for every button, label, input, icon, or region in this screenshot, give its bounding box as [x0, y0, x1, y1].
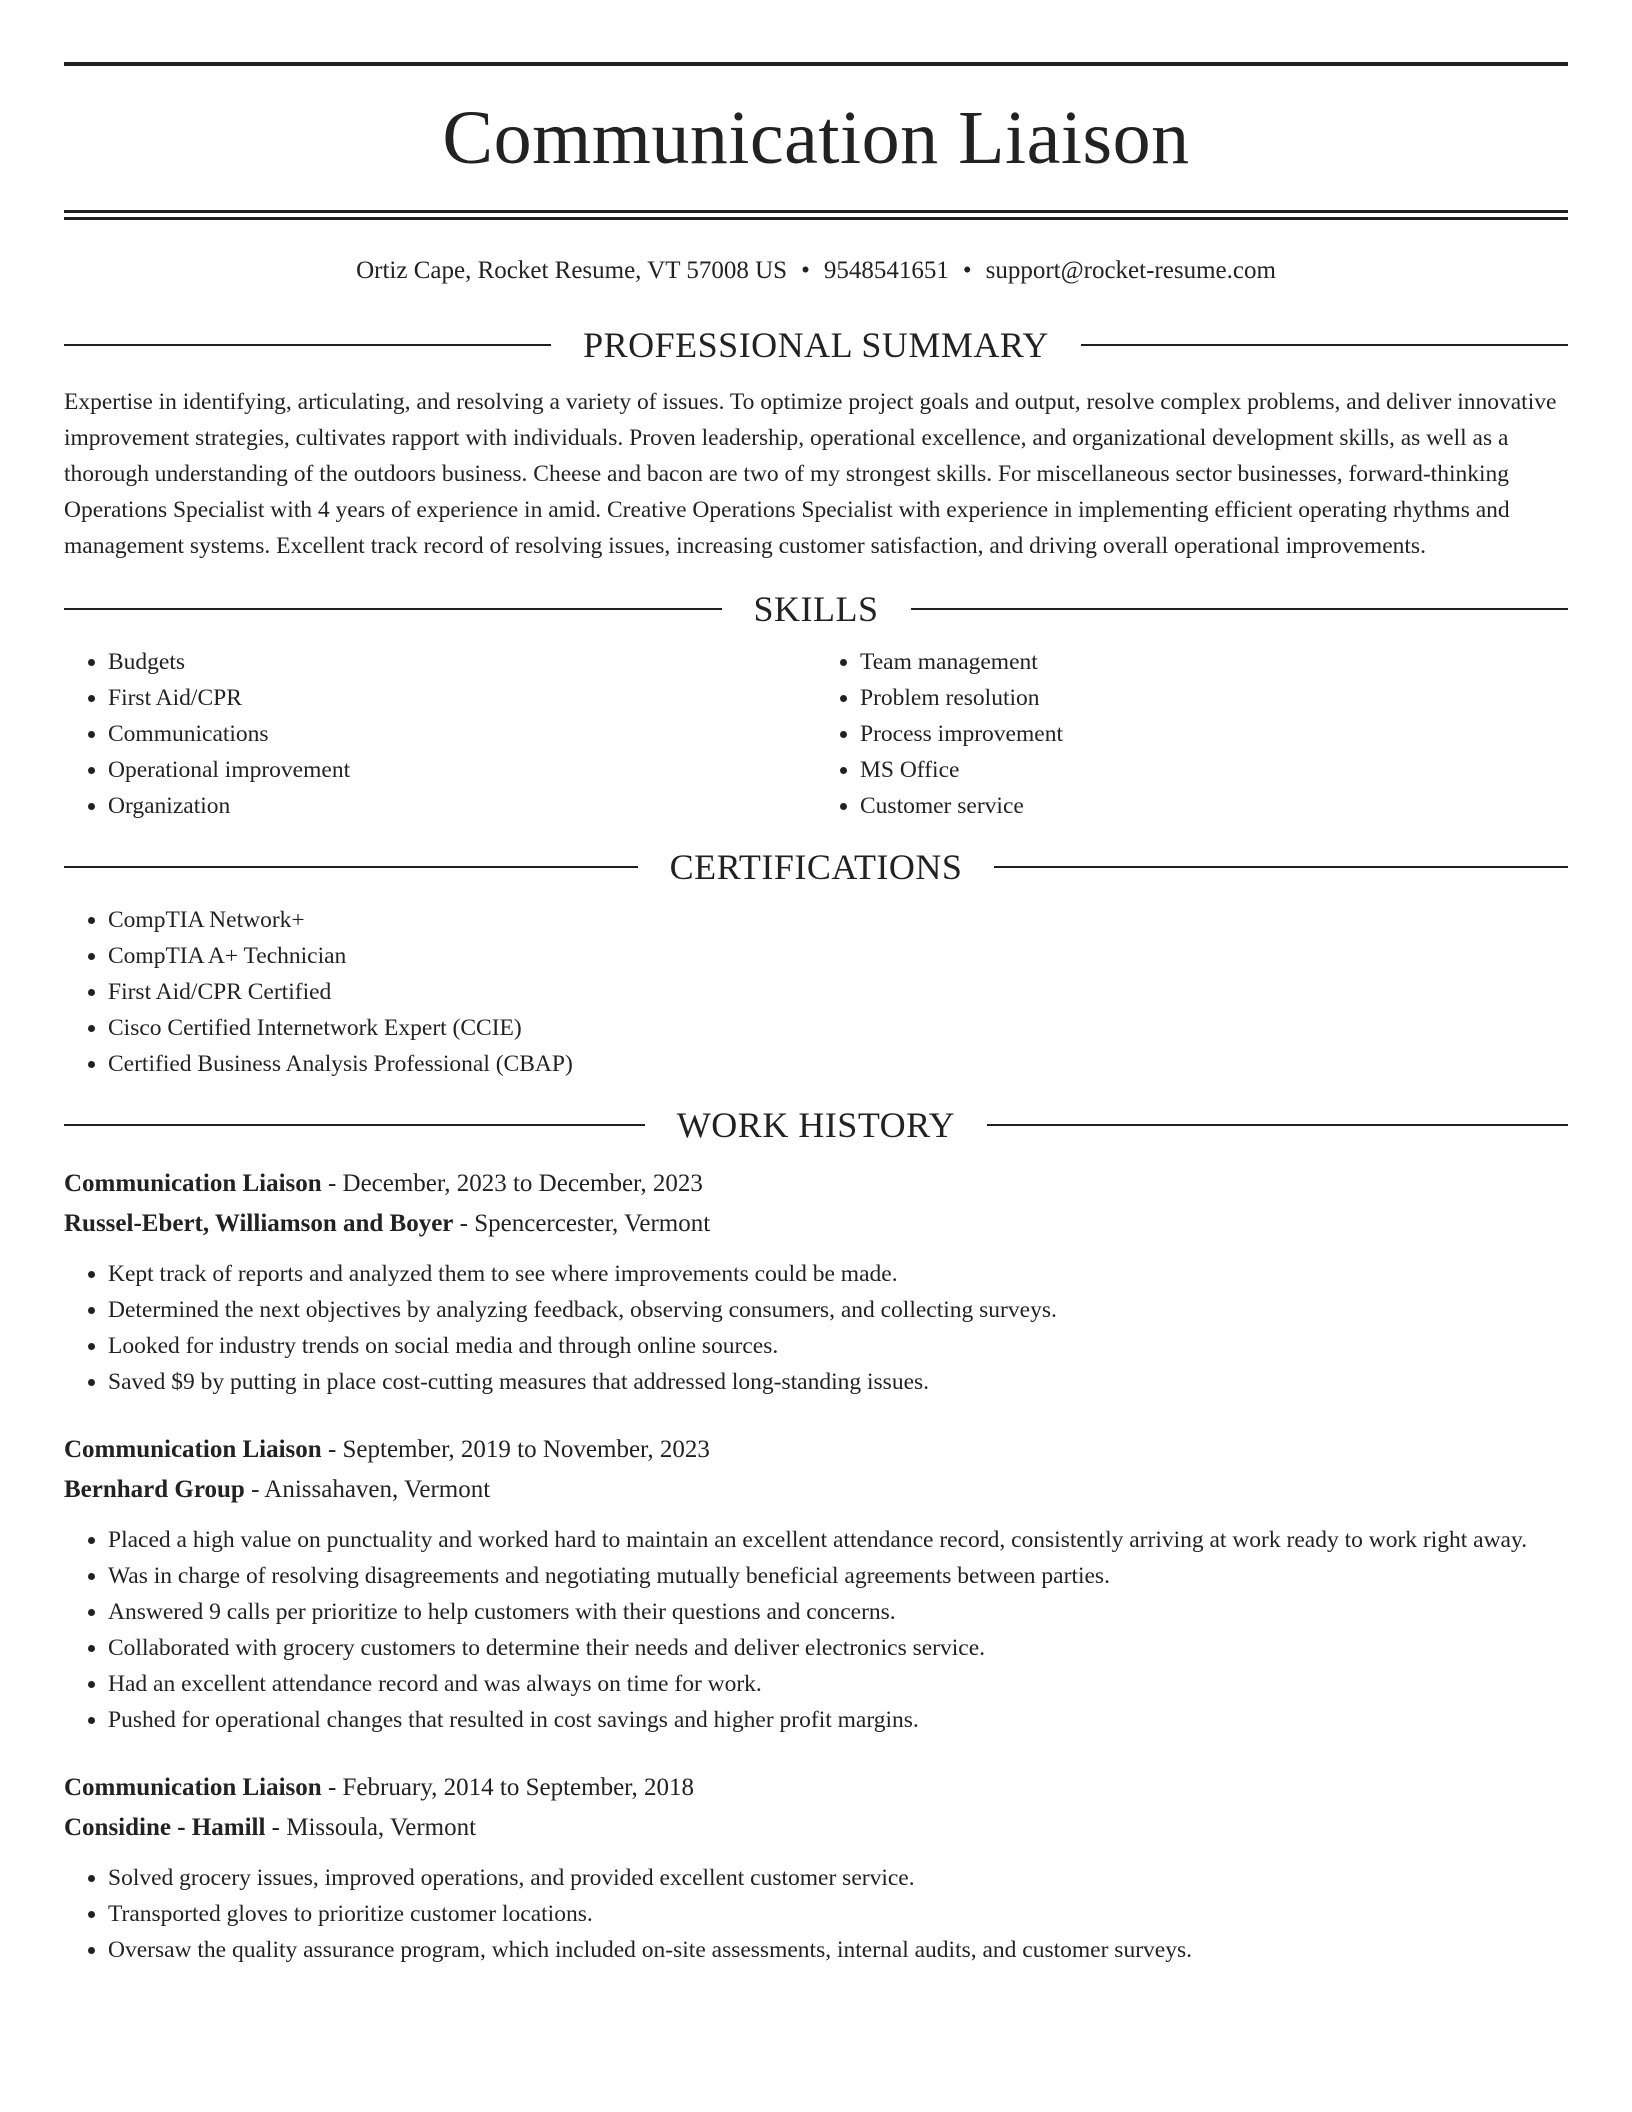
job-role: Communication Liaison	[64, 1773, 322, 1801]
job-title-line	[64, 1164, 1568, 1204]
skill-item: • Organization	[108, 788, 816, 824]
certification-item: • First Aid/CPR Certified	[108, 974, 1568, 1010]
skills-column-left	[64, 644, 816, 824]
job-bullet: • Placed a high value on punctuality and worked hard to maintain an excellent attendance record, consistently arriving at work ready to work right away.	[108, 1522, 1568, 1558]
certifications-list	[64, 902, 1568, 1082]
job-company-line	[64, 1808, 1568, 1848]
job-bullet: • Pushed for operational changes that resulted in cost savings and higher profit margins.	[108, 1702, 1568, 1738]
job-bullet: • Saved $9 by putting in place cost-cutting measures that addressed long-standing issues.	[108, 1364, 1568, 1400]
contact-line	[64, 256, 1568, 286]
contact-separator: •	[962, 257, 972, 284]
job-company-line	[64, 1204, 1568, 1244]
skills-column-right	[816, 644, 1568, 824]
certification-item: • Cisco Certified Internetwork Expert (CCIE)	[108, 1010, 1568, 1046]
skill-item: • Problem resolution	[860, 680, 1568, 716]
contact-address: Ortiz Cape, Rocket Resume, VT 57008 US	[356, 257, 788, 284]
section-rule-left	[64, 866, 638, 868]
job-location: - Anissahaven, Vermont	[251, 1475, 491, 1503]
section-title-certifications: CERTIFICATIONS	[669, 846, 963, 887]
section-rule-right	[987, 1124, 1568, 1126]
certification-item: • CompTIA Network+	[108, 902, 1568, 938]
job-dates: - September, 2019 to November, 2023	[327, 1435, 710, 1463]
job-entry	[64, 1430, 1568, 1738]
job-bullet: • Oversaw the quality assurance program, which included on-site assessments, internal audits, and customer surveys.	[108, 1932, 1568, 1968]
header-top-rule	[64, 62, 1568, 66]
skill-item: • First Aid/CPR	[108, 680, 816, 716]
skill-item: • Communications	[108, 716, 816, 752]
job-bullet: • Kept track of reports and analyzed them to see where improvements could be made.	[108, 1256, 1568, 1292]
job-bullet: • Answered 9 calls per prioritize to help customers with their questions and concerns.	[108, 1594, 1568, 1630]
section-header-skills	[64, 588, 1568, 630]
job-title-line	[64, 1430, 1568, 1470]
job-bullet: • Transported gloves to prioritize customer locations.	[108, 1896, 1568, 1932]
section-rule-left	[64, 1124, 645, 1126]
job-bullets	[64, 1256, 1568, 1400]
skill-item: • Budgets	[108, 644, 816, 680]
skills-list	[64, 644, 1568, 824]
contact-email: support@rocket-resume.com	[985, 257, 1276, 284]
job-dates: - December, 2023 to December, 2023	[327, 1169, 703, 1197]
job-location: - Missoula, Vermont	[271, 1813, 477, 1841]
skill-item: • MS Office	[860, 752, 1568, 788]
section-header-work-history	[64, 1104, 1568, 1146]
resume-page	[64, 0, 1568, 1968]
resume-name: Communication Liaison	[442, 96, 1190, 180]
job-role: Communication Liaison	[64, 1435, 322, 1463]
job-company: Considine - Hamill	[64, 1813, 266, 1841]
section-rule-right	[994, 866, 1568, 868]
skill-item: • Team management	[860, 644, 1568, 680]
section-title-skills: SKILLS	[753, 588, 879, 629]
job-entry	[64, 1164, 1568, 1400]
section-header-summary	[64, 324, 1568, 366]
contact-separator: •	[801, 257, 810, 284]
job-dates: - February, 2014 to September, 2018	[327, 1773, 694, 1801]
job-bullet: • Solved grocery issues, improved operations, and provided excellent customer service.	[108, 1860, 1568, 1896]
header-double-rule	[64, 210, 1568, 220]
summary-text: Expertise in identifying, articulating, and resolving a variety of issues. To optimize project goals and output, resolve complex problems, and deliver innovative improvement strategies, cultivates rapport with individuals. Proven leadership, operational excellence, and organizational development skills, as well as a thorough understanding of the outdoors business. Cheese and bacon are two of my strongest skills. For miscellaneous sector businesses, forward-thinking Operations Specialist with 4 years of experience in amid. Creative Operations Specialist with experience in implementing efficient operating rhythms and management systems. Excellent track record of resolving issues, increasing customer satisfaction, and driving overall operational improvements.	[64, 389, 1557, 559]
certification-item: • Certified Business Analysis Professional (CBAP)	[108, 1046, 1568, 1082]
job-company-line	[64, 1470, 1568, 1510]
section-rule-right	[911, 608, 1569, 610]
job-company: Bernhard Group	[64, 1475, 245, 1503]
job-bullet: • Determined the next objectives by analyzing feedback, observing consumers, and collecting surveys.	[108, 1292, 1568, 1328]
contact-phone: 9548541651	[823, 257, 949, 284]
job-entry	[64, 1768, 1568, 1968]
job-bullet: • Had an excellent attendance record and was always on time for work.	[108, 1666, 1568, 1702]
job-bullet: • Collaborated with grocery customers to determine their needs and deliver electronics service.	[108, 1630, 1568, 1666]
section-rule-left	[64, 608, 722, 610]
section-title-summary: PROFESSIONAL SUMMARY	[583, 325, 1049, 365]
certification-item: • CompTIA A+ Technician	[108, 938, 1568, 974]
skill-item: • Operational improvement	[108, 752, 816, 788]
job-bullet: • Was in charge of resolving disagreements and negotiating mutually beneficial agreements between parties.	[108, 1558, 1568, 1594]
section-title-work-history: WORK HISTORY	[676, 1104, 956, 1145]
job-bullets	[64, 1860, 1568, 1968]
job-location: - Spencercester, Vermont	[459, 1209, 711, 1237]
job-company: Russel-Ebert, Williamson and Boyer	[64, 1209, 454, 1237]
job-role: Communication Liaison	[64, 1169, 322, 1197]
section-rule-left	[64, 344, 551, 346]
section-header-certifications	[64, 846, 1568, 888]
section-rule-right	[1081, 344, 1568, 346]
skill-item: • Customer service	[860, 788, 1568, 824]
job-bullet: • Looked for industry trends on social media and through online sources.	[108, 1328, 1568, 1364]
job-title-line	[64, 1768, 1568, 1808]
skill-item: • Process improvement	[860, 716, 1568, 752]
job-bullets	[64, 1522, 1568, 1738]
